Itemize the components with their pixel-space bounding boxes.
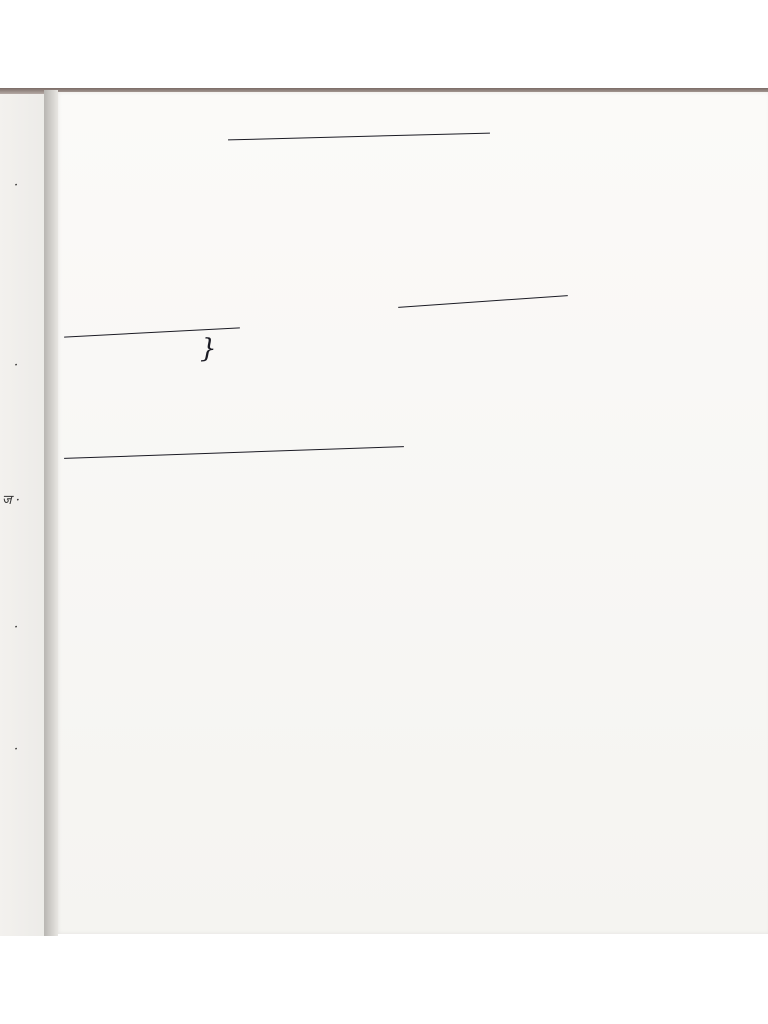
binding-gutter [44, 90, 58, 936]
margin-mark: ज · [2, 493, 20, 508]
margin-mark: · [14, 620, 19, 635]
notebook-page [56, 92, 768, 934]
margin-mark: · [14, 178, 19, 193]
margin-mark: · [14, 742, 19, 757]
margin-mark: · [14, 358, 19, 373]
brace-mark: } [200, 334, 217, 364]
